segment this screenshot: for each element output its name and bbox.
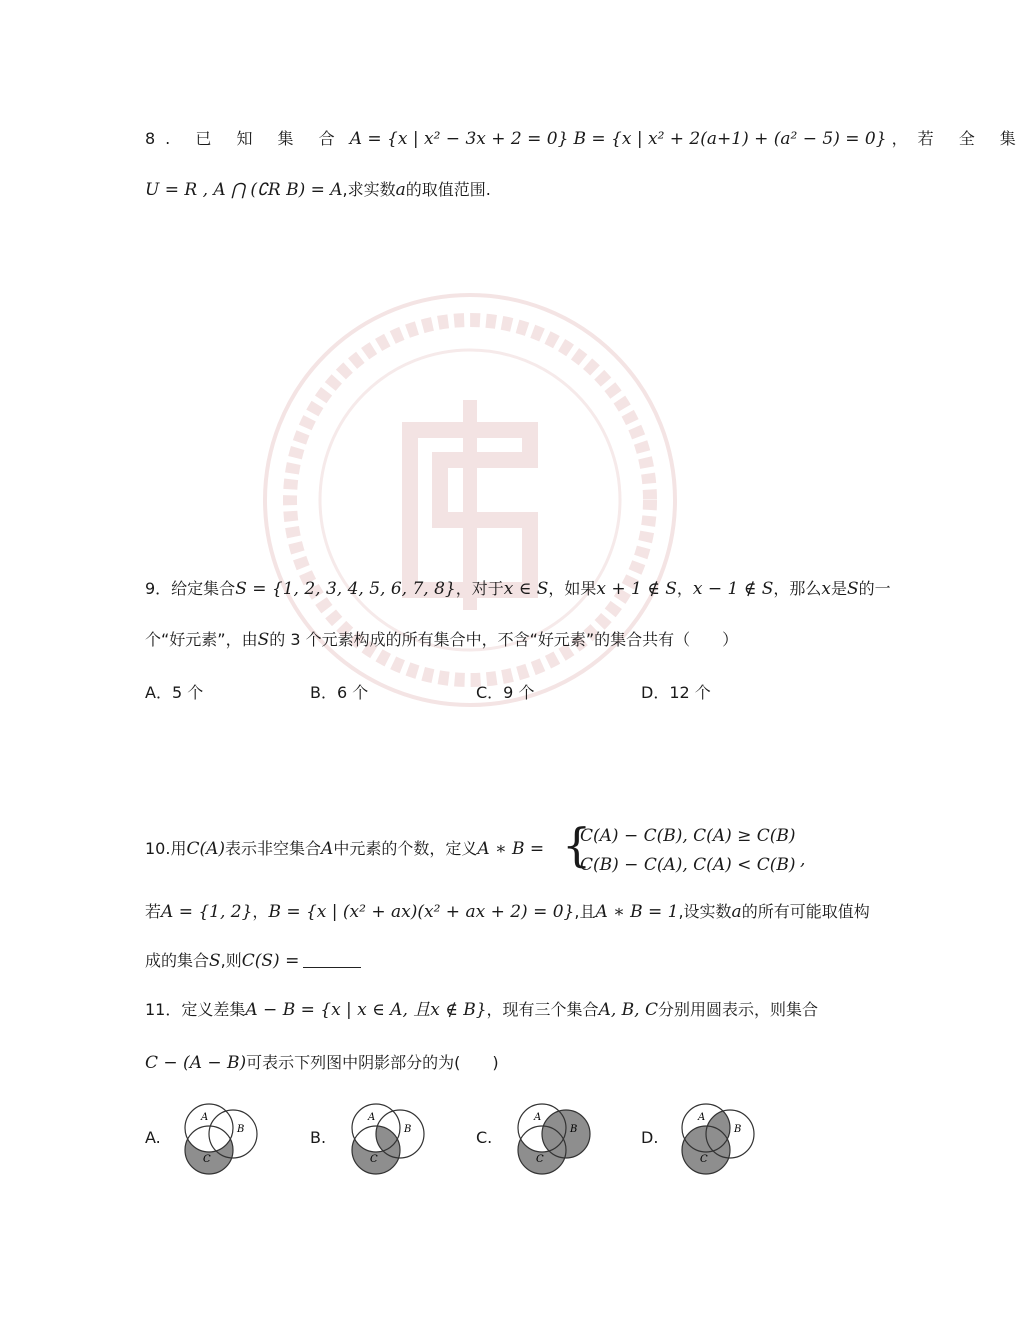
q10-c-a: C(A) [186,839,226,859]
q10-set-a: A = {1, 2} [161,902,253,922]
q10-comma: , [800,850,806,870]
q8-line1 [145,131,1026,148]
q11-choice-d-label[interactable]: D. [641,1128,659,1147]
q9-choice-c[interactable]: C．9 个 [476,683,535,702]
q9-text-8: 的 3 个元素构成的所有集合中，不含“好元素”的集合共有（ ） [269,630,739,649]
q10-sep: ， [252,902,269,921]
q9-line1 [145,581,891,598]
q10-var-a: a [731,902,742,922]
q9-x: x [821,579,831,599]
q10-brace: { [562,818,592,872]
q11-line1 [145,1002,818,1019]
q8-end: 的取值范围. [405,180,491,199]
venn-label-a: A [201,1112,209,1123]
venn-d-shading [682,1110,754,1174]
q10-prefix: 10.用 [145,839,187,858]
q9-s-2: S [257,630,270,650]
q11-venn-d[interactable] [672,1100,752,1178]
q11-def: A − B = {x | x ∈ A, 且x ∉ B} [245,1000,487,1020]
q10-c-s: C(S) = [241,951,300,971]
q11-text-3: 可表示下列图中阴影部分的为( ) [246,1053,499,1072]
q11-sets: A, B, C [598,1000,658,1020]
q9-text-7: 个“好元素”，由 [145,630,258,649]
q11-venn-b[interactable] [342,1100,422,1178]
q10-case-1: C(A) − C(B), C(A) ≥ C(B) [580,826,796,846]
q8-universe: U = R , A ⋂ (∁R B) = A [145,180,343,200]
q9-comma: ， [676,579,693,598]
q11-prefix: 11．定义差集 [145,1000,246,1019]
q10-line3 [145,953,361,970]
q10-set-b: B = {x | (x² + ax)(x² + ax + 2) = 0} [268,902,575,922]
q9-text-3: ，如果 [548,579,597,598]
q10-line1 [145,841,544,858]
venn-label-b: B [570,1124,578,1135]
q9-x-minus: x − 1 ∉ S [692,579,774,599]
venn-label-a: A [534,1112,542,1123]
q9-choice-a[interactable]: A．5 个 [145,683,204,702]
q10-text-2: 中元素的个数，定义 [333,839,478,858]
q11-text-2: 分别用圆表示，则集合 [657,1000,818,1019]
venn-label-c: C [370,1154,378,1165]
q10-text-7: 成的集合 [145,951,210,970]
q10-a: A [321,839,334,859]
q9-set-s: S = {1, 2, 3, 4, 5, 6, 7, 8} [235,579,456,599]
q9-text-1: 9．给定集合 [145,579,236,598]
q10-text-8: ,则 [220,951,242,970]
q10-def-lhs: A ∗ B = [477,839,545,859]
q9-text-5: 是 [830,579,847,598]
venn-label-a: A [698,1112,706,1123]
q8-text: ,求实数 [342,180,396,199]
q10-s: S [209,951,221,971]
q11-text-1: ，现有三个集合 [486,1000,599,1019]
q9-x-in-s: x ∈ S [503,579,549,599]
q10-text-1: 表示非空集合 [225,839,322,858]
q9-text-4: ，那么 [773,579,822,598]
q8-prefix: 8. 已 知 集 合 [145,129,345,148]
q8-var-a: a [395,180,406,200]
q10-text-6: 的所有可能取值构 [741,902,870,921]
q9-s: S [847,579,859,599]
q8-line2 [145,182,491,199]
q10-text-4: ,且 [574,902,596,921]
q11-line2 [145,1055,499,1072]
q10-text-5: ,设实数 [678,902,732,921]
q9-choice-d[interactable]: D．12 个 [641,683,711,702]
q11-venn-a[interactable] [175,1100,255,1178]
q10-text-3: 若 [145,902,162,921]
q11-venn-c[interactable] [508,1100,588,1178]
venn-label-c: C [536,1154,544,1165]
q10-case-2: C(B) − C(A), C(A) < C(B) [580,855,796,875]
q11-expr: C − (A − B) [145,1053,247,1073]
venn-label-b: B [404,1124,412,1135]
q9-line2 [145,632,738,649]
q9-choice-b[interactable]: B．6 个 [310,683,369,702]
q11-choice-c-label[interactable]: C. [476,1128,493,1147]
venn-label-c: C [203,1154,211,1165]
venn-label-a: A [368,1112,376,1123]
q10-cond: A ∗ B = 1 [595,902,679,922]
q10-answer-blank[interactable] [303,967,361,968]
q11-choice-b-label[interactable]: B. [310,1128,327,1147]
venn-label-b: B [237,1124,245,1135]
venn-label-c: C [700,1154,708,1165]
q8-set-a: A = {x | x² − 3x + 2 = 0} [349,129,569,149]
q11-choice-a-label[interactable]: A. [145,1128,161,1147]
q8-set-b: B = {x | x² + 2(a+1) + (a² − 5) = 0} [573,129,887,149]
venn-label-b: B [734,1124,742,1135]
q9-x-plus: x + 1 ∉ S [596,579,677,599]
q10-line2 [145,904,870,921]
q9-text-6: 的一 [858,579,891,598]
q8-suffix: ，若 全 集 [891,129,1026,148]
q9-text-2: ，对于 [455,579,504,598]
